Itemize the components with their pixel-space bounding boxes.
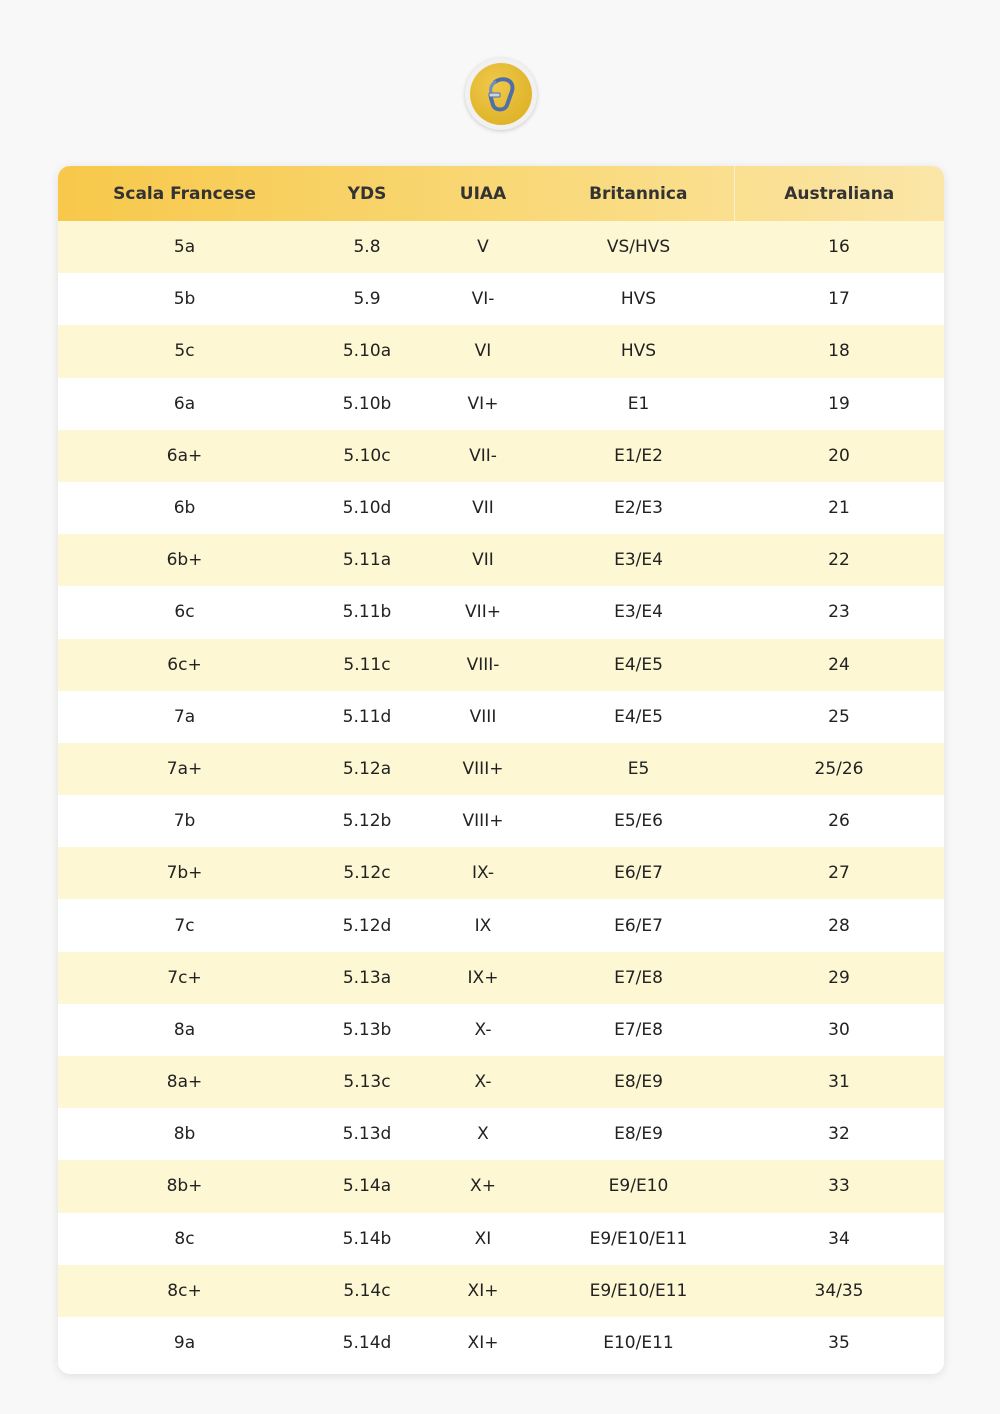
cell-british: E10/E11 [603, 1333, 674, 1354]
cell-british: E6/E7 [614, 863, 663, 884]
cell-british: E5 [627, 758, 650, 779]
table-row [58, 221, 944, 273]
cell-french: 7a+ [166, 758, 203, 779]
cell-uiaa: V [477, 237, 489, 258]
cell-french: 7c+ [167, 967, 202, 988]
cell-british: HVS [620, 341, 657, 362]
table-row [58, 899, 944, 951]
table-row [58, 1317, 944, 1369]
cell-australian: 28 [828, 915, 850, 936]
cell-uiaa: XI+ [467, 1333, 499, 1354]
cell-yds: 5.13d [342, 1124, 392, 1145]
cell-british: E2/E3 [614, 498, 663, 519]
cell-british: HVS [620, 289, 657, 310]
cell-british: E4/E5 [614, 706, 663, 727]
cell-french: 9a [173, 1333, 196, 1354]
cell-uiaa: VI+ [467, 393, 499, 414]
cell-french: 7a [173, 706, 196, 727]
header-uiaa: UIAA [459, 183, 507, 204]
cell-uiaa: VII [472, 498, 494, 519]
cell-uiaa: VI [474, 341, 492, 362]
table-row [58, 273, 944, 325]
cell-australian: 22 [828, 550, 850, 571]
cell-british: E9/E10/E11 [589, 1280, 688, 1301]
cell-french: 6c [174, 602, 195, 623]
cell-french: 6a [173, 393, 196, 414]
cell-uiaa: VII+ [465, 602, 501, 623]
cell-uiaa: X+ [470, 1176, 496, 1197]
cell-french: 8a+ [166, 1072, 203, 1093]
cell-australian: 34/35 [814, 1280, 864, 1301]
cell-uiaa: VIII [469, 706, 497, 727]
cell-australian: 16 [828, 237, 850, 258]
cell-yds: 5.12c [343, 863, 391, 884]
table-row [58, 586, 944, 638]
table-row [58, 952, 944, 1004]
cell-uiaa: IX [474, 915, 492, 936]
cell-yds: 5.10c [343, 445, 391, 466]
table-row [58, 691, 944, 743]
cell-uiaa: VIII+ [462, 811, 504, 832]
header-australian: Australiana [734, 166, 944, 221]
cell-yds: 5.10b [342, 393, 392, 414]
cell-british: E7/E8 [614, 1019, 663, 1040]
cell-australian: 21 [828, 498, 850, 519]
table-row [58, 1056, 944, 1108]
cell-australian: 26 [828, 811, 850, 832]
table-body [58, 221, 944, 1369]
cell-australian: 29 [828, 967, 850, 988]
table-row [58, 1213, 944, 1265]
cell-french: 5a [173, 237, 196, 258]
cell-french: 6b [173, 498, 196, 519]
cell-yds: 5.11b [342, 602, 392, 623]
table-row [58, 378, 944, 430]
cell-french: 7b [173, 811, 196, 832]
table-row [58, 534, 944, 586]
cell-australian: 17 [828, 289, 850, 310]
grades-table [58, 166, 944, 1369]
cell-yds: 5.8 [353, 237, 381, 258]
cell-yds: 5.14a [342, 1176, 392, 1197]
table-row [58, 795, 944, 847]
table-row [58, 1004, 944, 1056]
cell-yds: 5.10a [342, 341, 392, 362]
cell-french: 5c [174, 341, 195, 362]
cell-british: E8/E9 [614, 1072, 663, 1093]
cell-australian: 19 [828, 393, 850, 414]
cell-french: 6c+ [167, 654, 202, 675]
cell-uiaa: XI [474, 1228, 492, 1249]
cell-uiaa: VII- [469, 445, 497, 466]
cell-british: VS/HVS [606, 237, 671, 258]
cell-yds: 5.14d [342, 1333, 392, 1354]
cell-french: 8c+ [167, 1280, 202, 1301]
grades-table-card [58, 166, 944, 1374]
cell-yds: 5.11a [342, 550, 392, 571]
cell-australian: 34 [828, 1228, 850, 1249]
cell-uiaa: VII [472, 550, 494, 571]
table-header-row [58, 166, 944, 221]
cell-british: E8/E9 [614, 1124, 663, 1145]
cell-british: E1/E2 [614, 445, 663, 466]
table-row [58, 1265, 944, 1317]
cell-british: E5/E6 [614, 811, 663, 832]
cell-yds: 5.10d [342, 498, 392, 519]
cell-australian: 25/26 [814, 758, 864, 779]
cell-yds: 5.13c [343, 1072, 391, 1093]
cell-french: 5b [173, 289, 196, 310]
cell-australian: 32 [828, 1124, 850, 1145]
cell-french: 7c [174, 915, 195, 936]
cell-uiaa: X- [474, 1019, 492, 1040]
table-row [58, 743, 944, 795]
cell-australian: 33 [828, 1176, 850, 1197]
table-row [58, 1160, 944, 1212]
cell-yds: 5.11c [343, 654, 391, 675]
cell-french: 8c [174, 1228, 195, 1249]
table-row [58, 1108, 944, 1160]
cell-yds: 5.12b [342, 811, 392, 832]
cell-british: E3/E4 [614, 550, 663, 571]
cell-uiaa: IX- [472, 863, 494, 884]
cell-french: 8b [173, 1124, 196, 1145]
cell-yds: 5.9 [353, 289, 381, 310]
table-row [58, 847, 944, 899]
carabiner-icon [481, 74, 521, 114]
cell-yds: 5.13a [342, 967, 392, 988]
table-row [58, 325, 944, 377]
cell-australian: 24 [828, 654, 850, 675]
cell-yds: 5.12d [342, 915, 392, 936]
logo [465, 58, 537, 130]
cell-british: E9/E10 [608, 1176, 669, 1197]
cell-australian: 27 [828, 863, 850, 884]
cell-french: 8a [173, 1019, 196, 1040]
table-row [58, 430, 944, 482]
cell-british: E7/E8 [614, 967, 663, 988]
header-yds: YDS [347, 183, 387, 204]
cell-yds: 5.13b [342, 1019, 392, 1040]
cell-french: 6b+ [166, 550, 203, 571]
cell-british: E6/E7 [614, 915, 663, 936]
cell-uiaa: X [477, 1124, 489, 1145]
cell-french: 8b+ [166, 1176, 203, 1197]
cell-british: E1 [627, 393, 650, 414]
cell-uiaa: VIII+ [462, 758, 504, 779]
table-row [58, 482, 944, 534]
cell-australian: 25 [828, 706, 850, 727]
cell-uiaa: XI+ [467, 1280, 499, 1301]
cell-uiaa: X- [474, 1072, 492, 1093]
cell-yds: 5.14c [343, 1280, 391, 1301]
cell-yds: 5.14b [342, 1228, 392, 1249]
cell-australian: 20 [828, 445, 850, 466]
cell-british: E4/E5 [614, 654, 663, 675]
cell-australian: 23 [828, 602, 850, 623]
header-french-scale: Scala Francese [113, 183, 256, 204]
cell-yds: 5.12a [342, 758, 392, 779]
cell-british: E3/E4 [614, 602, 663, 623]
cell-uiaa: IX+ [467, 967, 499, 988]
cell-uiaa: VI- [471, 289, 495, 310]
cell-yds: 5.11d [342, 706, 392, 727]
cell-uiaa: VIII- [466, 654, 500, 675]
cell-french: 7b+ [166, 863, 203, 884]
cell-australian: 35 [828, 1333, 850, 1354]
table-row [58, 639, 944, 691]
cell-australian: 30 [828, 1019, 850, 1040]
cell-australian: 31 [828, 1072, 850, 1093]
cell-french: 6a+ [166, 445, 203, 466]
logo-badge [470, 63, 532, 125]
cell-australian: 18 [828, 341, 850, 362]
header-british: Britannica [589, 183, 688, 204]
cell-british: E9/E10/E11 [589, 1228, 688, 1249]
